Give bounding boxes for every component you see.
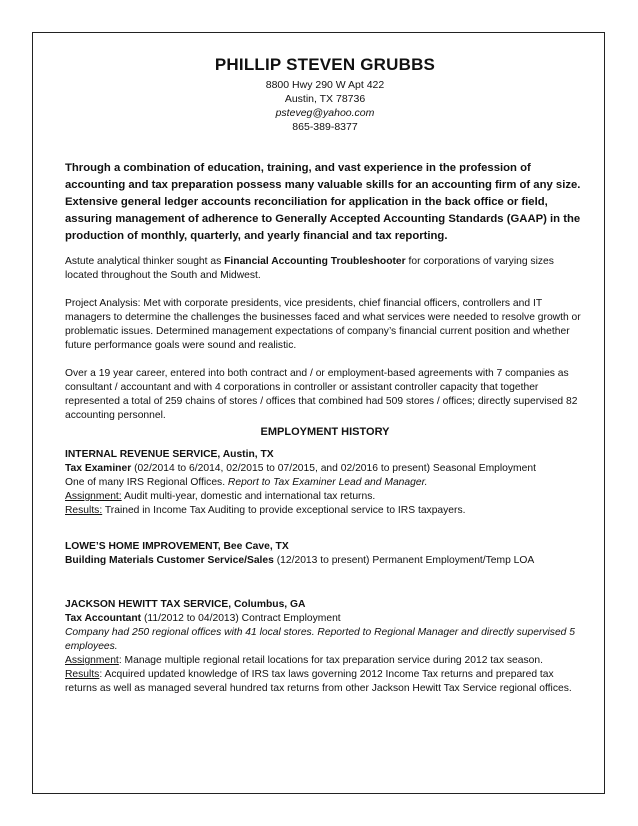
job-employer: LOWE’S HOME IMPROVEMENT, Bee Cave, TX: [65, 541, 289, 552]
job-title: Tax Examiner: [65, 463, 132, 474]
assignment-text: Audit multi-year, domestic and international tax returns.: [121, 491, 376, 502]
job-description-text: One of many IRS Regional Offices.: [65, 477, 228, 488]
career-paragraph: Over a 19 year career, entered into both contract and / or employment-based agreements with 7 companies as consultant / accountant and with 4 corporations in controller or assistant controller capacity that together represented a total of 259 chains of stores / offices that combined had 509 stores / offices; directly supervised 82 accounting personnel.: [65, 368, 578, 421]
job-dates: (11/2012 to 04/2013) Contract Employment: [141, 613, 341, 624]
assignment-label: Assignment:: [65, 491, 122, 502]
candidate-name: PHILLIP STEVEN GRUBBS: [214, 55, 436, 74]
results-text: Trained in Income Tax Auditing to provide exceptional service to IRS taxpayers.: [102, 505, 466, 516]
job-dates: (12/2013 to present) Permanent Employment/Temp LOA: [273, 555, 535, 566]
address-line-1: 8800 Hwy 290 W Apt 422: [265, 79, 385, 91]
job-results: [65, 668, 585, 696]
job-employer: JACKSON HEWITT TAX SERVICE, Columbus, GA: [65, 599, 306, 610]
project-analysis-paragraph: Project Analysis: Met with corporate presidents, vice presidents, chief financial officers, controllers and IT managers to determine the challenges the businesses faced and what services were needed to resolve growth or problematic issues. Determined management expectations of company’s financial current position and whether future performance goals were sound and realistic.: [65, 298, 581, 351]
results-label: Results: [65, 669, 100, 680]
job-title: Building Materials Customer Service/Sales: [65, 555, 274, 566]
job-dates: (02/2014 to 6/2014, 02/2015 to 07/2015, and 02/2016 to present) Seasonal Employment: [131, 463, 536, 474]
job-reporting: Report to Tax Examiner Lead and Manager.: [227, 477, 428, 488]
assignment-text: : Manage multiple regional retail locations for tax preparation service during 2012 tax season.: [118, 655, 543, 666]
objective-role: Financial Accounting Troubleshooter: [224, 256, 406, 267]
phone: 865-389-8377: [292, 121, 358, 133]
summary-paragraph: Through a combination of education, training, and vast experience in the profession of accounting and tax preparation possess many valuable skills for an accounting firm of any size. Extensive general ledger accounts reconciliation for application in the back office or field, assuring management of adherence to Generally Accepted Accounting Standards (GAAP) in the production of monthly, quarterly, and yearly financial and tax reporting.: [65, 162, 581, 242]
job-assignment: [65, 490, 585, 504]
job-employer: INTERNAL REVENUE SERVICE, Austin, TX: [65, 449, 274, 460]
job-assignment: [65, 654, 585, 668]
job-description: Company had 250 regional offices with 41 local stores. Reported to Regional Manager and directly supervised 5 employees.: [65, 627, 575, 652]
job-results: [65, 504, 585, 518]
employment-history-heading: EMPLOYMENT HISTORY: [260, 426, 390, 438]
job-title-line: [65, 554, 585, 568]
job-jackson-hewitt: [65, 598, 585, 696]
results-text: : Acquired updated knowledge of IRS tax laws governing 2012 Income Tax returns and prepared tax returns as well as managed several hundred tax returns from other Jackson Hewitt Tax Service regional offices.: [65, 669, 572, 694]
job-description: [65, 476, 585, 490]
assignment-label: Assignment: [65, 655, 119, 666]
job-lowes: [65, 540, 585, 568]
email: psteveg@yahoo.com: [275, 107, 375, 119]
job-title-line: [65, 462, 585, 476]
job-title-line: [65, 612, 585, 626]
resume-content: [65, 55, 585, 696]
job-title: Tax Accountant: [65, 613, 142, 624]
results-label: Results:: [65, 505, 103, 516]
resume-header: [65, 55, 585, 134]
objective-paragraph: [65, 255, 585, 283]
job-irs: [65, 448, 585, 518]
address-line-2: Austin, TX 78736: [284, 93, 366, 105]
objective-pre: Astute analytical thinker sought as: [65, 256, 225, 267]
objective-post: for corporations of varying sizes located throughout the South and Midwest.: [65, 256, 554, 281]
